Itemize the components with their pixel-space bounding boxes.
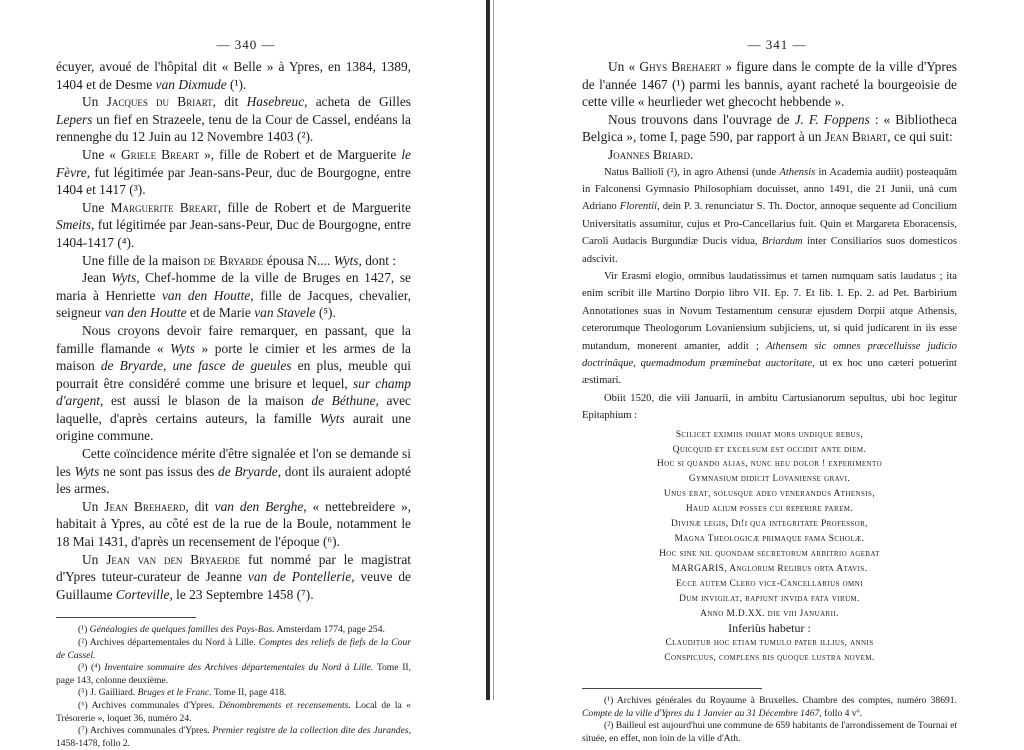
text-run: , fut légitimée par Jean-sans-Peur, duc de Bourgogne, entre 1404 et 1417 (³). bbox=[56, 164, 411, 198]
text-run: » figure dans le compte de la ville d'Ypres de l'année 1467 (¹) parmi les bannis, ayant racheté la bourgeoisie de cette ville « heurlieder wet ghecocht hebbende ». bbox=[582, 59, 957, 110]
paragraph bbox=[56, 146, 411, 199]
epitaph-line: Ecce autem Clero vice-Cancellarius omni bbox=[676, 578, 863, 589]
text-run: (¹) bbox=[78, 624, 90, 636]
footnote bbox=[56, 624, 411, 637]
epitaph-line: Conspicuus, complens bis quoque lustra novem. bbox=[664, 653, 875, 664]
text-run: , fille de Jacques, chevalier, seigneur bbox=[56, 287, 411, 321]
text-run: (¹). bbox=[226, 76, 247, 92]
small-caps-name: Griele Breart bbox=[121, 146, 200, 162]
text-run: Une fille de la maison bbox=[82, 252, 204, 268]
text-run: Un bbox=[82, 551, 107, 567]
italic-text: de Bryarde bbox=[218, 463, 278, 479]
italic-text: Compte de la ville d'Ypres du 1 Janvier au 31 Décembre 1467, bbox=[582, 707, 822, 719]
small-caps-name: Jean Brehaerd bbox=[104, 498, 186, 514]
text-run: in Academia audiit) posteaquâm in Falconensi Gymnasio Philosophiam docuisset, anno 1491, die 21 Junii, unà cum Adriano bbox=[582, 166, 957, 213]
small-caps-name: de Bryarde bbox=[203, 252, 264, 268]
text-run: et de Marie bbox=[186, 305, 255, 321]
italic-text: Smeits bbox=[56, 217, 91, 233]
footnote bbox=[56, 687, 411, 700]
text-run: Un bbox=[82, 498, 105, 514]
text-run: (⁷) Archives communales d'Ypres. bbox=[78, 725, 213, 737]
italic-text: sur champ d'argent bbox=[56, 375, 411, 409]
italic-text: Inventaire sommaire des Archives départementales du Nord à Lille. bbox=[104, 662, 374, 674]
paragraph bbox=[56, 498, 411, 551]
italic-text: van Stavele bbox=[254, 305, 316, 321]
paragraph bbox=[56, 322, 411, 445]
italic-text: Wyts bbox=[319, 410, 345, 426]
text-run: (²) Archives départementales du Nord à Lille. bbox=[78, 637, 259, 648]
italic-text: Wyts bbox=[74, 463, 100, 479]
text-run: , « nettebreidere », habitait à Ypres, au côté est de la rue de la Boule, notamment le 18 Mai 1431, d'après un recensement de l'époque (⁶). bbox=[56, 498, 411, 550]
footnote bbox=[56, 700, 411, 725]
paragraph bbox=[56, 269, 411, 322]
latin-paragraph bbox=[582, 390, 957, 425]
footnote bbox=[56, 637, 411, 662]
text-run: , dit bbox=[212, 94, 247, 110]
text-run: fut nommé par le magistrat d'Ypres tuteur-curateur de Jeanne bbox=[56, 551, 411, 585]
latin-quotation bbox=[582, 164, 957, 425]
italic-text: Dénombrements et recensements. bbox=[218, 699, 351, 711]
small-caps-name: Marguerite Breart bbox=[110, 199, 218, 215]
footnote-rule-right bbox=[582, 688, 762, 689]
epitaph-line: Unus erat, solusque adeo venerandus Athensis, bbox=[663, 489, 876, 500]
italic-text: Athensem sic omnes præcelluisse judicio doctrinâque, quemadmodum præminebat auctoritate, bbox=[582, 340, 957, 370]
text-run: , acheta de Gilles bbox=[304, 94, 411, 110]
text-run: un fief en Strazeele, tenu de la Cour de Cassel, endéans la rennenghe du 12 Juin au 12 Novembre 1403 (²). bbox=[56, 111, 411, 145]
text-run: Une bbox=[82, 199, 111, 215]
text-run: Tome II, page 418. bbox=[211, 687, 287, 699]
epitaph-line: Hoc si quando alias, nunc heu dolor ! experimento bbox=[656, 459, 883, 470]
italic-text: Généalogies de quelques familles des Pays-Bas. bbox=[89, 624, 275, 636]
paragraph bbox=[582, 111, 957, 146]
paragraph bbox=[582, 58, 957, 111]
text-run: , veuve de Guillaume bbox=[56, 569, 411, 602]
text-run: Amsterdam 1774, page 254. bbox=[274, 624, 385, 636]
italic-text: Hasebreuc bbox=[246, 94, 305, 110]
epitaph-line: Magna Theologicæ primaque fama Scholæ. bbox=[674, 534, 865, 544]
text-run: Obiit 1520, die viii Januarii, in ambitu Cartusianorum sepultus, ubi hoc legitur Epitaphium : bbox=[582, 392, 957, 422]
text-run: (¹) Archives générales du Royaume à Bruxelles. Chambre des comptes, numéro 38691. bbox=[604, 695, 957, 707]
text-run: : « Bibliotheca Belgica », tome I, page 590, par rapport à un bbox=[582, 111, 957, 145]
text-run: 1458-1478, follo 2. bbox=[56, 737, 131, 749]
text-run: Cette coïncidence mérite d'être signalée et l'on se demande si les bbox=[56, 446, 411, 479]
italic-text: Athensis bbox=[779, 166, 816, 178]
italic-text: van de Pontellerie bbox=[247, 569, 352, 585]
epitaph-line: Haud alium posses cui reperire parem. bbox=[685, 504, 854, 515]
footnote bbox=[582, 695, 957, 720]
text-run: » porte le cimier et les armes de la maison bbox=[56, 340, 411, 374]
paragraph bbox=[56, 551, 411, 604]
text-run: », fille de Robert et de Marguerite bbox=[199, 146, 402, 162]
text-run: inter Consiliarios suos domesticos adscivit. bbox=[582, 236, 958, 265]
text-run: ne sont pas issus des bbox=[99, 463, 219, 479]
left-page bbox=[0, 0, 496, 749]
text-run: (⁵). bbox=[315, 305, 336, 321]
text-run: (²) Bailleul est aujourd'hui une commune de 659 habitants de l'arrondissement de Tournai et située, en effet, non loin de la ville d'Ath. bbox=[582, 720, 957, 744]
italic-text: Lepers bbox=[56, 111, 93, 127]
text-run: Jean bbox=[82, 270, 112, 286]
epitaph-subheading: Inferiùs habetur : bbox=[728, 621, 811, 636]
text-run: Un bbox=[82, 94, 107, 110]
italic-text: van den Berghe bbox=[214, 498, 304, 514]
paragraph bbox=[582, 146, 957, 164]
footnote bbox=[56, 662, 411, 687]
text-run: Une « bbox=[82, 146, 122, 162]
text-run: , dit bbox=[185, 498, 215, 514]
text-run: , fut légitimée par Jean-sans-Peur, Duc de Bourgogne, entre 1404-1417 (⁴). bbox=[56, 217, 411, 250]
epitaph-line: MARGARIS, Anglorum Regibus orta Atavis. bbox=[671, 563, 868, 574]
epitaph bbox=[582, 428, 957, 667]
paragraph bbox=[56, 445, 411, 498]
text-run: , fille de Robert et de Marguerite bbox=[217, 199, 411, 215]
epitaph-line: Clauditur hoc etiam tumulo pater illius, annis bbox=[665, 638, 874, 649]
right-page bbox=[520, 0, 1024, 744]
italic-text: Comptes des reliefs de fiefs de la Cour de Cassel. bbox=[56, 637, 411, 661]
italic-text: de Béthune bbox=[311, 393, 376, 409]
italic-text: Premier registre de la collection dite des Jurandes, bbox=[212, 725, 411, 737]
text-run: , est aussi le blason de la maison bbox=[100, 393, 312, 409]
italic-text: van den Houtte bbox=[104, 305, 187, 321]
latin-paragraph bbox=[582, 164, 957, 268]
italic-text: le Fèvre bbox=[56, 146, 411, 180]
paragraph bbox=[56, 58, 411, 93]
italic-text: van Dixmude bbox=[155, 76, 227, 92]
page-number-right: — 341 — bbox=[747, 37, 807, 52]
footnote-rule-left bbox=[56, 617, 196, 618]
italic-text: de Bryarde, une fasce de gueules bbox=[100, 358, 292, 374]
text-run: , dont ils auraient adopté les armes. bbox=[56, 463, 411, 497]
text-run: , dein P. 3. renunciatur S. Th. Doctor, annoque sequente ad Concilium Universitatis assumitur, cujus et Pro-Cancellarius fuit. Quin et Margareta Eboracensis, Caroli Audacis Burgundiæ Ducis vidua, bbox=[582, 201, 957, 248]
epitaph-line: Dum invigilat, rapiunt invida fata virum. bbox=[679, 593, 860, 604]
text-run: , avec laquelle, d'après certains auteurs, la famille bbox=[56, 393, 411, 426]
footnote bbox=[56, 725, 411, 750]
text-run: Natus Balliolî (²), in agro Athensi (unde bbox=[604, 166, 780, 178]
small-caps-name: Jacques du Briart bbox=[106, 94, 213, 110]
text-run: ut ex hoc uno cæteri potuerint æstimari. bbox=[582, 358, 957, 387]
text-run: en plus, meuble qui pourrait être considéré comme une brisure et lequel, bbox=[56, 358, 412, 391]
text-run: , dont : bbox=[358, 252, 397, 268]
right-footnotes bbox=[582, 695, 957, 745]
text-run: (⁶) Archives communales d'Ypres. bbox=[78, 699, 219, 711]
small-caps-name: Ghys Brehaert bbox=[639, 59, 722, 74]
small-caps-name: Jean van den Bryaerde bbox=[106, 551, 241, 567]
text-run: Tome II, page 143, colonne deuxième. bbox=[56, 662, 411, 686]
italic-text: Wyts bbox=[111, 270, 137, 286]
text-run: écuyer, avoué de l'hôpital dit « Belle » à Ypres, en 1384, 1389, 1404 et de Desme bbox=[56, 59, 411, 92]
italic-text: Bruges et le Franc. bbox=[137, 687, 212, 699]
italic-text: Corteville bbox=[115, 586, 170, 602]
italic-text: J. F. Foppens bbox=[794, 111, 870, 127]
text-run: Nous croyons devoir faire remarquer, en passant, que la famille flamande « bbox=[56, 322, 411, 356]
text-run: , le 23 Septembre 1458 (⁷). bbox=[169, 586, 314, 602]
small-caps-name: Jean Briart bbox=[824, 129, 888, 145]
italic-text: van den Houtte bbox=[161, 287, 251, 303]
text-run: (⁵) J. Gailliard. bbox=[78, 687, 138, 699]
italic-text: Wyts bbox=[333, 252, 359, 268]
text-run: , Chef-homme de la ville de Bruges en 1427, se maria à Henriette bbox=[56, 270, 411, 303]
epitaph-line: Quicquid et excelsum est occidit ante diem. bbox=[672, 444, 867, 455]
left-footnotes bbox=[56, 624, 411, 750]
italic-text: Florentii bbox=[619, 201, 658, 213]
text-run: Vir Erasmi elogio, omnibus laudatissimus et tamen numquam satis laudatus ; ita enim scribit ille Martino Dorpio libro VII. Ep. 7. Et lib. I. Ep. 2. ad Pet. Barbirium Annotationes suas in Novum Testamentum censuræ ejusdem Dorpii atque Athensis, ceterorumque Theologorum Lovaniensium subjiciens, ut, si quid judicarent in iis esse mutandum, monerent amanter, addit ; bbox=[582, 271, 957, 352]
text-run: Local de la « Trésorerie », loquet 36, numéro 24. bbox=[56, 699, 411, 724]
italic-text: Wyts bbox=[170, 340, 195, 356]
text-run: Joannes Briard. bbox=[608, 146, 694, 162]
epitaph-line: Anno M.D.XX. die viii Januarii. bbox=[700, 608, 839, 619]
latin-paragraph bbox=[582, 268, 957, 390]
text-run: (³) (⁴) bbox=[78, 662, 105, 674]
epitaph-line: Hoc sine nil quondam secretorum arbitrio agebat bbox=[659, 548, 880, 559]
text-run: Nous trouvons dans l'ouvrage de bbox=[608, 111, 795, 127]
epitaph-line: Scilicet eximiis inhiat mors undique rebus, bbox=[675, 429, 864, 440]
epitaph-line: Gymnasium didicit Lovaniense gravi. bbox=[688, 474, 851, 485]
footnote bbox=[582, 720, 957, 745]
epitaph-line: Divinæ legis, Di!i qua integritate Professor, bbox=[671, 519, 868, 530]
paragraph bbox=[56, 252, 411, 270]
text-run: aurait une origine commune. bbox=[56, 410, 411, 444]
page-number-left: — 340 — bbox=[216, 37, 276, 52]
italic-text: Briardum bbox=[761, 236, 803, 248]
text-run: épousa N.... bbox=[263, 252, 334, 268]
text-run: , ce qui suit: bbox=[887, 129, 953, 145]
text-run: Un « bbox=[608, 59, 640, 74]
left-page-body bbox=[56, 58, 411, 603]
paragraph bbox=[56, 93, 411, 146]
text-run: follo 4 vº. bbox=[821, 707, 863, 719]
paragraph bbox=[56, 199, 411, 252]
right-page-body bbox=[582, 58, 957, 164]
